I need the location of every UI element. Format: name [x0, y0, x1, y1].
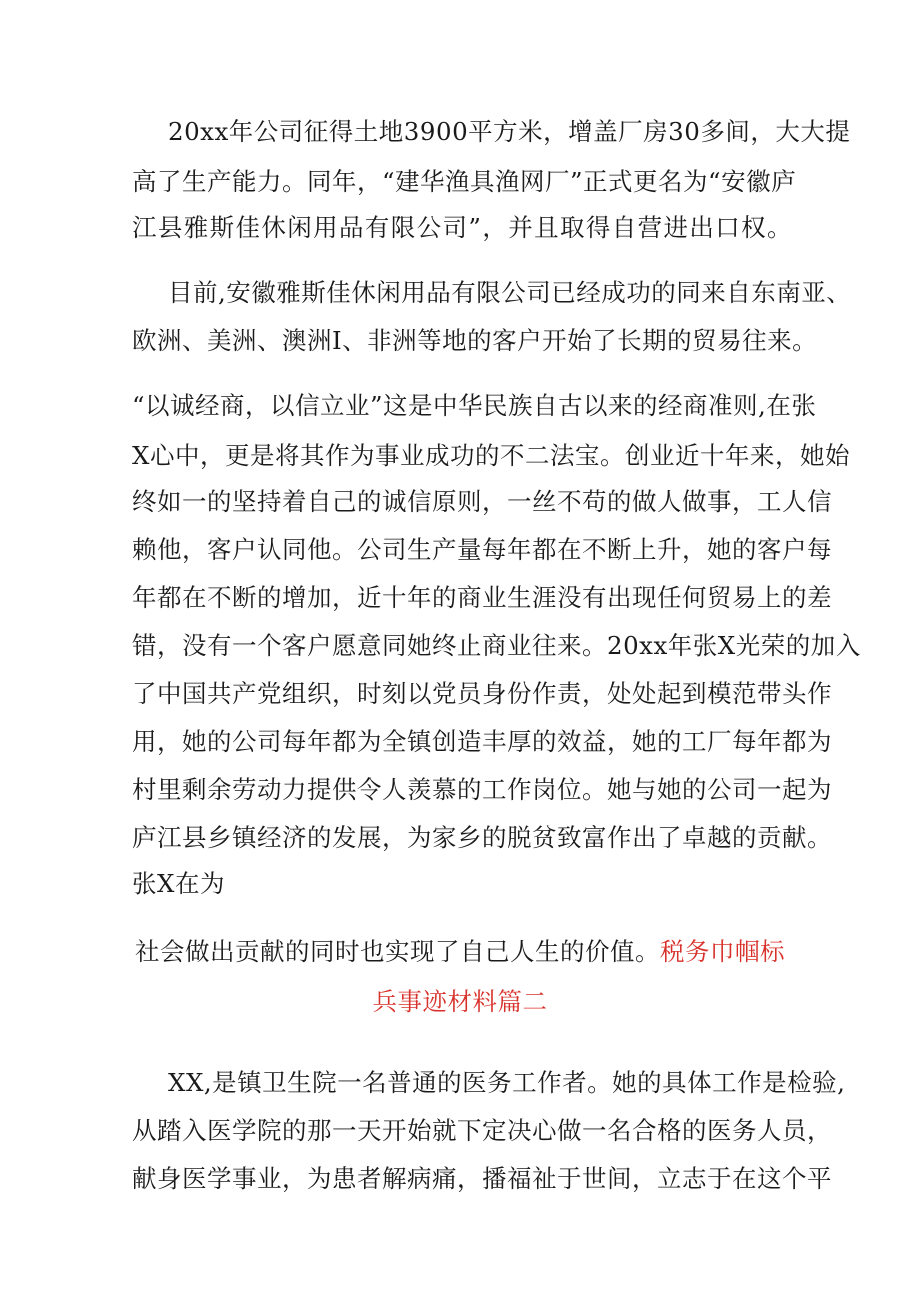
section-heading-part-1: 税务巾帼标: [660, 937, 785, 966]
para3-line-7: 了中国共产党组织，时刻以党员身份作责，处处起到模范带头作: [132, 679, 832, 708]
para4-text: 社会做出贡献的同时也实现了自己人生的价值。: [135, 937, 660, 966]
para2-line-2: 欧洲、美洲、澳洲I、非洲等地的客户开始了长期的贸易往来。: [132, 326, 818, 355]
para1-line-3: 江县雅斯佳休闲用品有限公司”，并且取得自营进出口权。: [132, 213, 792, 242]
para3-line-10: 庐江县乡镇经济的发展，为家乡的脱贫致富作出了卓越的贡献。: [132, 823, 832, 852]
para3-line-6: 错，没有一个客户愿意同她终止商业往来。20xx年张X光荣的加入: [132, 631, 861, 660]
para1-line-1: 20xx年公司征得土地3900平方米，增盖厂房30多间，大大提: [168, 117, 851, 146]
para3-line-8: 用，她的公司每年都为全镇创造丰厚的效益，她的工厂每年都为: [132, 727, 832, 756]
para3-line-1: “以诚经商，以信立业”这是中华民族自古以来的经商准则,在张: [132, 391, 817, 420]
para5-line-3: 献身医学事业，为患者解病痛，播福祉于世间，立志于在这个平: [132, 1164, 832, 1193]
para3-line-11: 张X在为: [132, 869, 225, 898]
section-heading-part-2: 兵事迹材料篇二: [372, 987, 548, 1016]
para5-line-2: 从踏入医学院的那一天开始就下定决心做一名合格的医务人员，: [132, 1116, 832, 1145]
para4-line-1: [0, 934, 920, 970]
para5-line-1: XX,是镇卫生院一名普通的医务工作者。她的具体工作是检验,: [168, 1068, 846, 1097]
para2-line-1: 目前,安徽雅斯佳休闲用品有限公司已经成功的同来自东南亚、: [168, 278, 852, 307]
para3-line-2: X心中，更是将其作为事业成功的不二法宝。创业近十年来，她始: [132, 441, 850, 470]
para3-line-5: 年都在不断的增加，近十年的商业生涯没有出现任何贸易上的差: [132, 583, 832, 612]
para1-line-2: 高了生产能力。同年，“建华渔具渔网厂”正式更名为“安徽庐: [132, 167, 797, 196]
para3-line-9: 村里剩余劳动力提供令人羡慕的工作岗位。她与她的公司一起为: [132, 775, 832, 804]
para3-line-3: 终如一的坚持着自己的诚信原则，一丝不苟的做人做事，工人信: [132, 487, 832, 516]
para3-line-4: 赖他，客户认同他。公司生产量每年都在不断上升，她的客户每: [132, 535, 832, 564]
